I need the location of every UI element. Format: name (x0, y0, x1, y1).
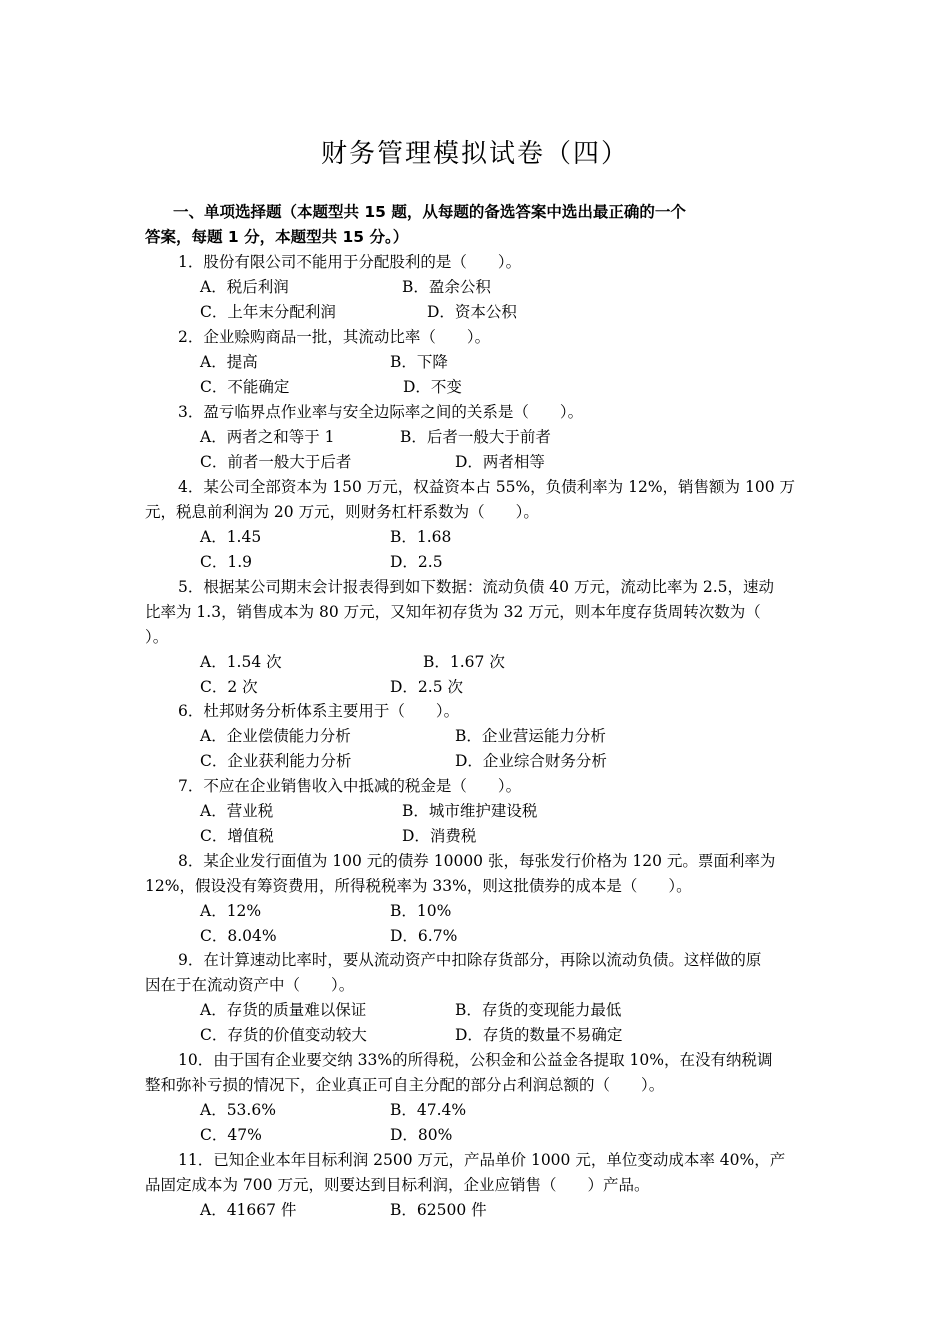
question-9-text-line: 因在于在流动资产中（ ）。 (145, 976, 355, 994)
question-10-option-c: C．47% (200, 1126, 262, 1144)
section-heading-line-2: 答案，每题 1 分，本题型共 15 分。） (145, 228, 409, 246)
question-8 (145, 849, 810, 899)
question-11-option-b: B．62500 件 (390, 1201, 487, 1219)
question-10-text-line: 整和弥补亏损的情况下，企业真正可自主分配的部分占利润总额的（ ）。 (145, 1076, 665, 1094)
question-9-text-line: 9．在计算速动比率时，要从流动资产中扣除存货部分，再除以流动负债。这样做的原 (178, 951, 762, 969)
question-5-text-line: 5．根据某公司期末会计报表得到如下数据：流动负债 40 万元，流动比率为 2.5，速动 (178, 578, 775, 596)
question-10-text-line: 10．由于国有企业要交纳 33%的所得税，公积金和公益金各提取 10%，在没有纳税调 (178, 1051, 773, 1069)
question-6-option-a: A．企业偿债能力分析 (200, 727, 351, 745)
question-8-option-a: A．12% (200, 902, 262, 920)
question-1-option-b: B．盈余公积 (402, 278, 491, 296)
question-3-option-d: D．两者相等 (455, 453, 545, 471)
question-1-option-c: C．上年末分配利润 (200, 303, 336, 321)
question-4-text-line: 元，税息前利润为 20 万元，则财务杠杆系数为（ ）。 (145, 503, 539, 521)
question-2-option-b: B．下降 (390, 353, 448, 371)
question-3-option-b: B．后者一般大于前者 (400, 428, 551, 446)
question-9 (145, 948, 810, 998)
question-4-option-b: B．1.68 (390, 528, 452, 546)
question-11-text-line: 品固定成本为 700 万元，则要达到目标利润，企业应销售（ ）产品。 (145, 1176, 650, 1194)
section-heading (145, 200, 810, 250)
question-7 (145, 774, 810, 799)
question-8-text-line: 12%，假设没有筹资费用，所得税税率为 33%，则这批债券的成本是（ ）。 (145, 877, 692, 895)
question-6-option-d: D．企业综合财务分析 (455, 752, 607, 770)
question-6 (145, 699, 810, 724)
question-7-option-a: A．营业税 (200, 802, 274, 820)
question-5-text-line: ）。 (145, 628, 169, 646)
question-8-option-c: C．8.04% (200, 927, 277, 945)
question-5-option-d: D．2.5 次 (390, 678, 464, 696)
question-8-text-line: 8．某企业发行面值为 100 元的债券 10000 张，每张发行价格为 120 元。票面利率为 (178, 852, 776, 870)
question-3-option-a: A．两者之和等于 1 (200, 428, 335, 446)
question-9-option-c: C．存货的价值变动较大 (200, 1026, 367, 1044)
question-11-text-line: 11．已知企业本年目标利润 2500 万元，产品单价 1000 元，单位变动成本率 40%，产 (178, 1151, 786, 1169)
question-5-text-line: 比率为 1.3，销售成本为 80 万元，又知年初存货为 32 万元，则本年度存货周转次数为（ (145, 603, 761, 621)
question-5-option-a: A．1.54 次 (200, 653, 282, 671)
question-3-option-c: C．前者一般大于后者 (200, 453, 352, 471)
question-5-option-b: B．1.67 次 (423, 653, 505, 671)
question-6-option-c: C．企业获利能力分析 (200, 752, 352, 770)
question-6-option-b: B．企业营运能力分析 (455, 727, 606, 745)
question-3-text-line: 3．盈亏临界点作业率与安全边际率之间的关系是（ ）。 (178, 403, 584, 421)
question-10-option-b: B．47.4% (390, 1101, 467, 1119)
question-8-option-b: B．10% (390, 902, 452, 920)
question-2-text-line: 2．企业赊购商品一批，其流动比率（ ）。 (178, 328, 491, 346)
question-9-option-d: D．存货的数量不易确定 (455, 1026, 623, 1044)
question-7-option-b: B．城市维护建设税 (402, 802, 538, 820)
question-10 (145, 1048, 810, 1098)
question-4-option-d: D．2.5 (390, 553, 443, 571)
question-7-option-d: D．消费税 (402, 827, 477, 845)
question-9-option-b: B．存货的变现能力最低 (455, 1001, 622, 1019)
question-9-option-a: A．存货的质量难以保证 (200, 1001, 367, 1019)
question-1-option-a: A．税后利润 (200, 278, 289, 296)
question-8-option-d: D．6.7% (390, 927, 458, 945)
question-6-text-line: 6．杜邦财务分析体系主要用于（ ）。 (178, 702, 460, 720)
question-7-option-c: C．增值税 (200, 827, 274, 845)
page-title: 财务管理模拟试卷（四） (320, 139, 629, 169)
question-10-option-a: A．53.6% (200, 1101, 276, 1119)
question-3 (145, 400, 810, 425)
question-7-text-line: 7．不应在企业销售收入中抵减的税金是（ ）。 (178, 777, 522, 795)
question-1 (145, 250, 810, 275)
question-4-text-line: 4．某公司全部资本为 150 万元，权益资本占 55%，负债利率为 12%，销售额为 100 万 (178, 478, 795, 496)
question-4-option-c: C．1.9 (200, 553, 253, 571)
question-1-option-d: D．资本公积 (427, 303, 517, 321)
question-11 (145, 1148, 810, 1198)
question-2-option-d: D．不变 (403, 378, 462, 396)
question-4 (145, 475, 810, 525)
question-2-option-a: A．提高 (200, 353, 258, 371)
question-10-option-d: D．80% (390, 1126, 453, 1144)
question-4-option-a: A．1.45 (200, 528, 262, 546)
question-2 (145, 325, 810, 350)
question-1-text-line: 1．股份有限公司不能用于分配股利的是（ ）。 (178, 253, 522, 271)
question-5 (145, 575, 810, 650)
question-11-option-a: A．41667 件 (200, 1201, 297, 1219)
section-heading-line-1: 一、单项选择题（本题型共 15 题，从每题的备选答案中选出最正确的一个 (173, 203, 686, 221)
question-5-option-c: C．2 次 (200, 678, 258, 696)
question-2-option-c: C．不能确定 (200, 378, 290, 396)
